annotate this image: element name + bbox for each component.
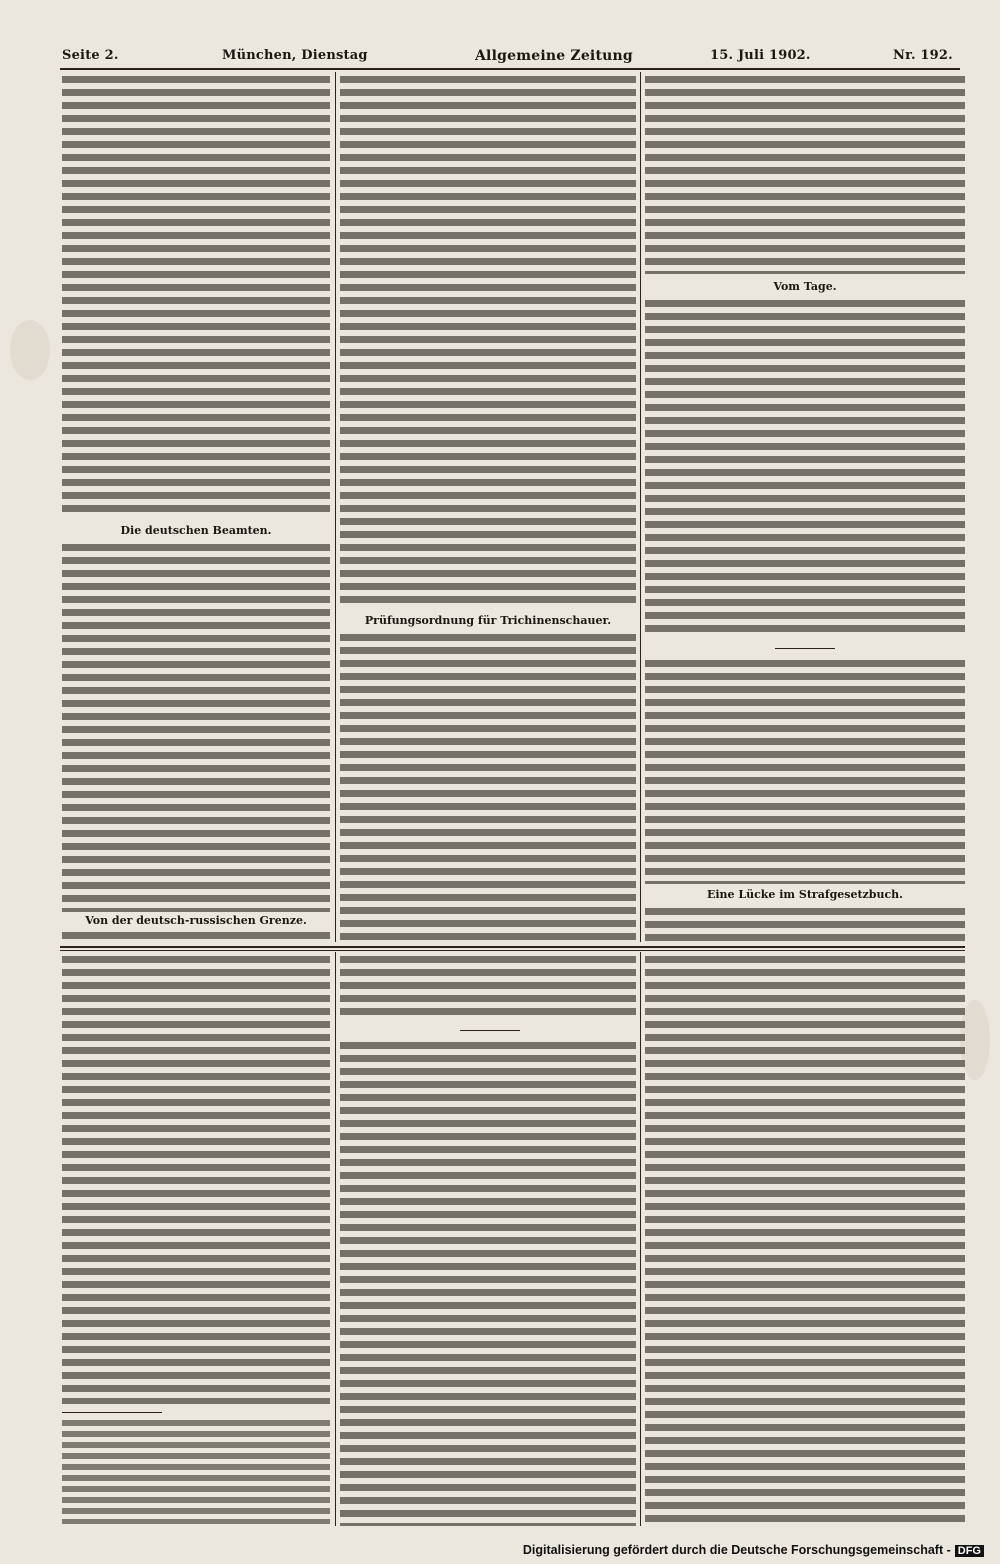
section-heading: Von der deutsch-russischen Grenze. (62, 914, 330, 928)
column-divider (640, 952, 641, 1526)
text-block (62, 544, 330, 912)
text-block (645, 956, 965, 1526)
section-heading: Vom Tage. (645, 280, 965, 294)
section-heading: Prüfungsordnung für Trichinenschauer. (340, 614, 636, 628)
text-block (645, 76, 965, 274)
text-block (340, 634, 636, 942)
article-column-3 (645, 76, 965, 942)
place-and-day: München, Dienstag (222, 48, 368, 63)
digitization-credit (523, 1543, 984, 1557)
article-column-2 (340, 76, 636, 942)
feuilleton-column-2 (340, 956, 636, 1526)
footnote-text (62, 1420, 330, 1524)
column-divider (640, 72, 641, 942)
separator (775, 648, 835, 649)
section-heading: Eine Lücke im Strafgesetzbuch. (645, 888, 965, 902)
header-rule (60, 68, 960, 70)
footnote-rule (62, 1412, 162, 1413)
section-divider (60, 950, 965, 951)
text-block (62, 956, 330, 1404)
feuilleton-column-1 (62, 956, 330, 1526)
section-divider (60, 946, 965, 948)
column-divider (335, 952, 336, 1526)
text-block (62, 76, 330, 516)
text-block (645, 300, 965, 636)
credit-text: Digitalisierung gefördert durch die Deutsche Forschungsgemeinschaft - (522, 1543, 951, 1557)
text-block (62, 932, 330, 942)
newspaper-title: Allgemeine Zeitung (475, 48, 633, 64)
text-block (340, 1042, 636, 1526)
issue-date: 15. Juli 1902. (710, 48, 811, 63)
issue-number: Nr. 192. (893, 48, 953, 63)
separator (460, 1030, 520, 1031)
text-block (645, 908, 965, 942)
article-column-1 (62, 76, 330, 942)
section-heading: Die deutschen Beamten. (62, 524, 330, 538)
text-block (645, 660, 965, 884)
page-number: Seite 2. (62, 48, 119, 63)
dfg-logo: DFG (955, 1545, 984, 1557)
text-block (340, 956, 636, 1020)
paper-stain (960, 1000, 990, 1080)
paper-stain (10, 320, 50, 380)
feuilleton-column-3 (645, 956, 965, 1526)
column-divider (335, 72, 336, 942)
text-block (340, 76, 636, 606)
